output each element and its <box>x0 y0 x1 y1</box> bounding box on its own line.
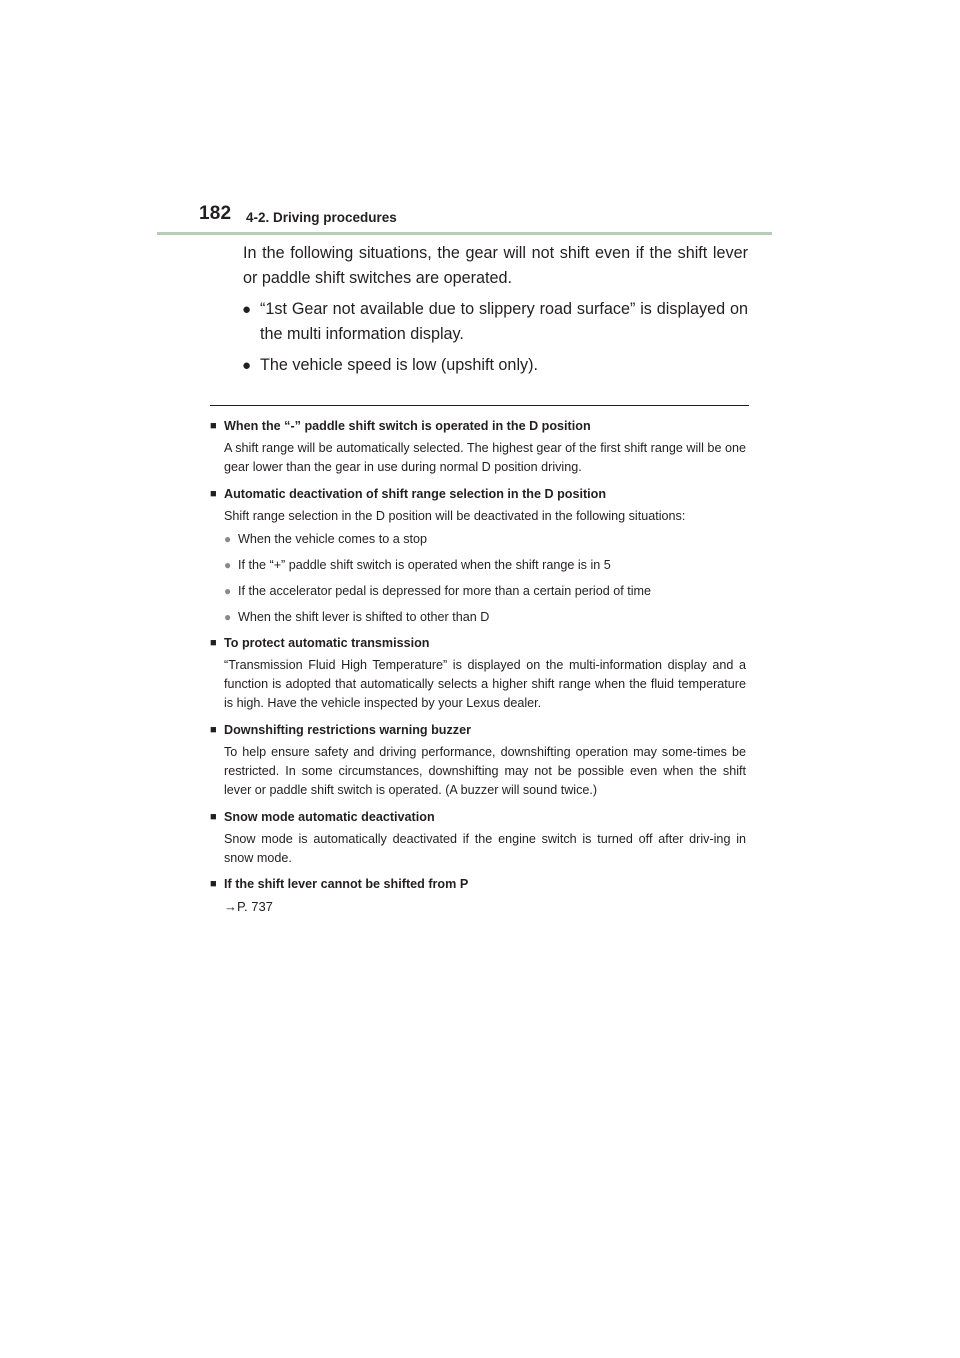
note-heading <box>210 484 746 504</box>
note-heading <box>210 720 746 740</box>
list-item-text: If the accelerator pedal is depressed for more than a certain period of time <box>238 583 652 598</box>
list-item <box>224 555 746 575</box>
header-rule <box>157 232 772 235</box>
notes-section <box>210 416 746 923</box>
square-bullet-icon: ■ <box>210 723 217 736</box>
note-snow-mode <box>210 807 746 869</box>
circle-bullet-icon: ● <box>224 557 232 572</box>
list-item <box>224 529 746 549</box>
note-heading-text: If the shift lever cannot be shifted from P <box>224 877 469 892</box>
list-item-text: If the “+” paddle shift switch is operated when the shift range is in 5 <box>238 557 611 572</box>
list-item-text: When the shift lever is shifted to other than D <box>238 609 490 624</box>
note-heading-text: When the “-” paddle shift switch is operated in the D position <box>224 419 591 433</box>
note-heading-text: Automatic deactivation of shift range selection in the D position <box>224 486 607 501</box>
note-heading-text: Snow mode automatic deactivation <box>224 809 435 824</box>
note-paddle-minus <box>210 416 746 478</box>
note-protect-transmission <box>210 633 746 714</box>
notes-divider <box>210 405 749 406</box>
note-heading-text: Downshifting restrictions warning buzzer <box>224 722 471 737</box>
intro-paragraph: In the following situations, the gear will not shift even if the shift lever or paddle shift switches are operated. <box>243 244 748 287</box>
note-heading-text: To protect automatic transmission <box>224 635 430 650</box>
intro-bullet-text: “1st Gear not available due to slippery road surface” is displayed on the multi information display. <box>260 300 748 343</box>
intro-section <box>243 241 748 384</box>
note-sub-list <box>224 529 746 627</box>
note-auto-deactivation <box>210 484 746 627</box>
bullet-icon: ● <box>242 301 252 318</box>
note-downshift-buzzer <box>210 720 746 801</box>
note-body: A shift range will be automatically selected. The highest gear of the first shift range will be one gear lower than the gear in use during normal D position driving. <box>224 441 746 475</box>
note-body: Shift range selection in the D position will be deactivated in the following situations: <box>224 508 686 523</box>
list-item <box>224 607 746 627</box>
square-bullet-icon: ■ <box>210 878 217 891</box>
page-number: 182 <box>199 203 232 224</box>
note-heading <box>210 874 746 894</box>
circle-bullet-icon: ● <box>224 531 232 546</box>
note-heading <box>210 807 746 827</box>
intro-bullet-item <box>243 297 748 347</box>
circle-bullet-icon: ● <box>224 583 232 598</box>
circle-bullet-icon: ● <box>224 609 232 624</box>
page-reference-link[interactable]: →P. 737 <box>224 899 273 915</box>
square-bullet-icon: ■ <box>210 810 217 823</box>
note-heading <box>210 416 746 436</box>
square-bullet-icon: ■ <box>210 487 217 500</box>
list-item-text: When the vehicle comes to a stop <box>238 531 428 546</box>
intro-bullet-item <box>243 353 748 378</box>
intro-bullet-list <box>243 297 748 378</box>
note-body: “Transmission Fluid High Temperature” is displayed on the multi-information display and a function is adopted that automatically selects a higher shift range when the fluid temperature is high. Have the vehicle inspected by your Lexus dealer. <box>224 657 746 711</box>
note-body: To help ensure safety and driving performance, downshifting operation may some-times be restricted. In some circumstances, downshifting may not be possible even when the shift lever or paddle shift switch is operated. (A buzzer will sound twice.) <box>224 744 746 798</box>
note-body: Snow mode is automatically deactivated if the engine switch is turned off after driv-ing in snow mode. <box>224 831 746 865</box>
intro-bullet-text: The vehicle speed is low (upshift only). <box>260 356 539 374</box>
square-bullet-icon: ■ <box>210 420 217 432</box>
list-item <box>224 581 746 601</box>
section-title: 4-2. Driving procedures <box>246 210 397 225</box>
bullet-icon: ● <box>242 357 252 374</box>
note-shift-lever-stuck <box>210 874 746 917</box>
note-heading <box>210 633 746 653</box>
square-bullet-icon: ■ <box>210 636 217 649</box>
